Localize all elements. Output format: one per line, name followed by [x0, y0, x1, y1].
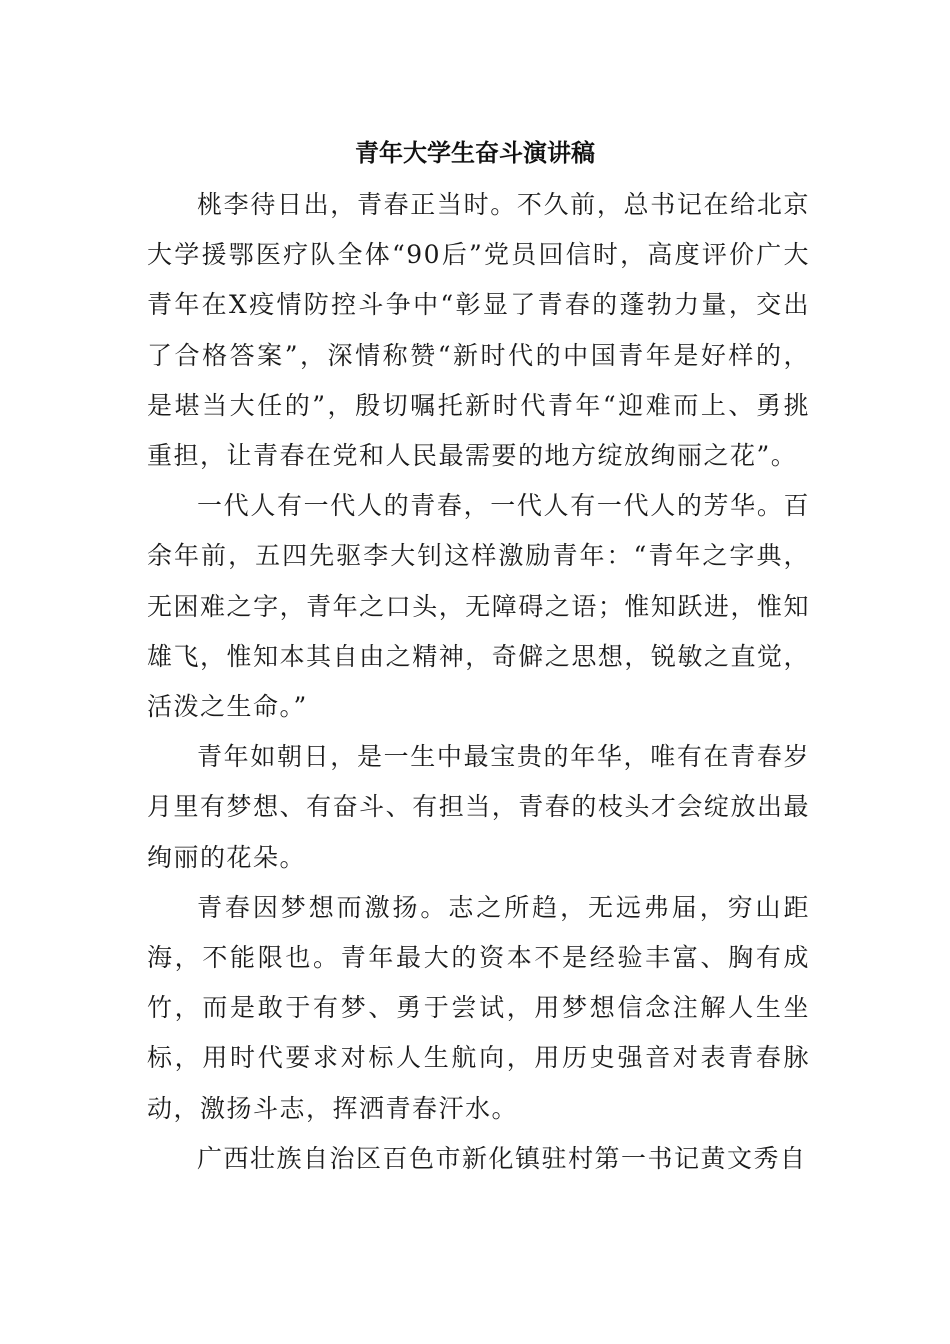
paragraph: 一代人有一代人的青春，一代人有一代人的芳华。百余年前，五四先驱李大钊这样激励青年：“青年之字典，无困难之字，青年之口头，无障碍之语；惟知跃进，惟知雄飞，惟知本其自由之精神，奇僻之思想，锐敏之直觉，活泼之生命。” — [147, 491, 810, 722]
paragraph: 广西壮族自治区百色市新化镇驻村第一书记黄文秀自 — [197, 1143, 807, 1173]
paragraph: 青春因梦想而激扬。志之所趋，无远弗届，穷山距海，不能限也。青年最大的资本不是经验丰富、胸有成竹，而是敢于有梦、勇于尝试，用梦想信念注解人生坐标，用时代要求对标人生航向，用历史强音对表青春脉动，激扬斗志，挥洒青春汗水。 — [147, 892, 810, 1123]
document-body — [147, 180, 810, 1184]
paragraph: 青年如朝日，是一生中最宝贵的年华，唯有在青春岁月里有梦想、有奋斗、有担当，青春的枝头才会绽放出最绚丽的花朵。 — [147, 742, 810, 872]
paragraph: 桃李待日出，青春正当时。不久前，总书记在给北京大学援鄂医疗队全体“90后”党员回信时，高度评价广大青年在X疫情防控斗争中“彰显了青春的蓬勃力量，交出了合格答案”，深情称赞“新时代的中国青年是好样的，是堪当大任的”，殷切嘱托新时代青年“迎难而上、勇挑重担，让青春在党和人民最需要的地方绽放绚丽之花”。 — [147, 190, 810, 471]
document-title: 青年大学生奋斗演讲稿 — [355, 138, 595, 167]
